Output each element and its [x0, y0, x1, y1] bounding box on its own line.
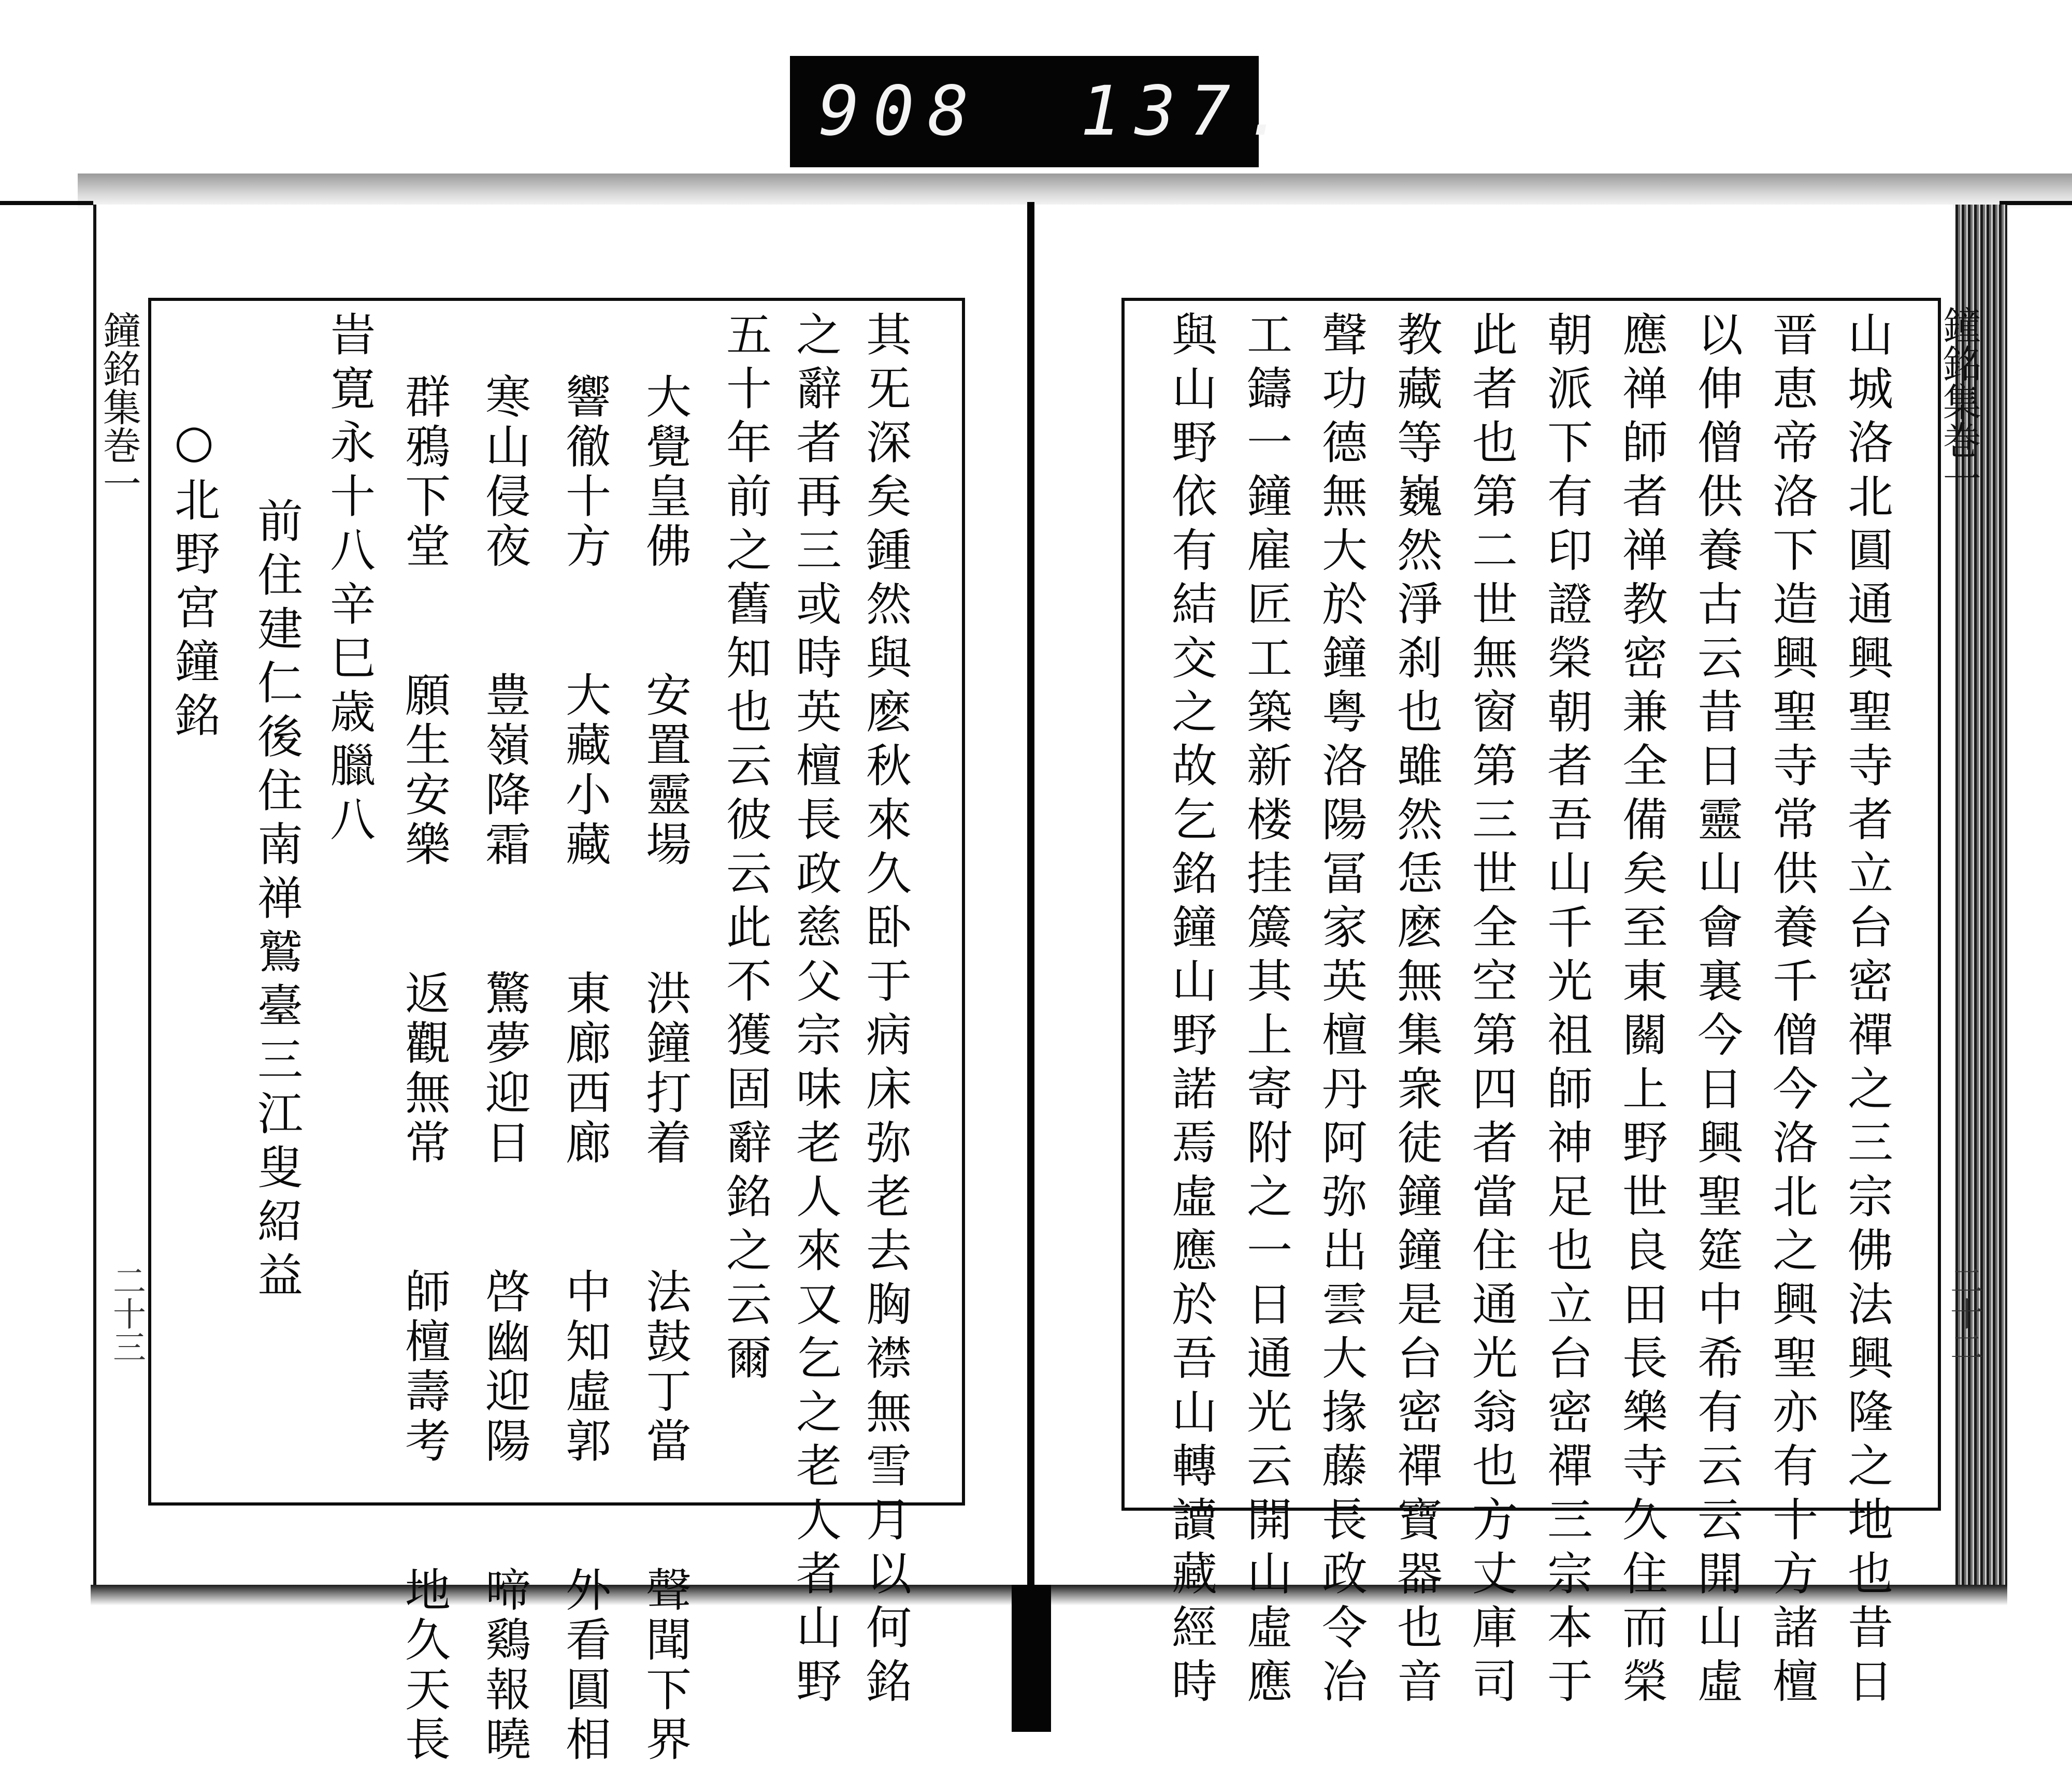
left-column-5: 響徹十方 大藏小藏 東廊西廊 中知虛郭 外看圓相: [558, 373, 612, 1765]
right-column-6: 此者也第二世無窗第三世全空第四者當住通光翁也方丈庫司: [1465, 311, 1518, 1711]
left-column-2: 之辭者再三或時英檀長政慈父宗味老人來又乞之老人者山野: [789, 311, 842, 1711]
right-column-9: 工鑄一鐘雇匠工築新楼挂簴其上寄附之一日通光云開山虛應: [1240, 311, 1293, 1711]
left-folio: 二十三: [107, 1264, 146, 1363]
archive-label: [790, 56, 1299, 167]
label-number-left: 908: [818, 71, 983, 151]
right-column-4: 應禅師者禅教密兼全備矣至東關上野世良田長樂寺久住而榮: [1615, 311, 1668, 1711]
right-column-7: 教藏等巍然淨刹也雖然恁麽無集衆徒鐘鐘是台密禪寶器也音: [1390, 311, 1443, 1711]
left-column-8: 旹寛永十八辛巳歳臘八: [323, 311, 376, 849]
spine-bottom-block: [1012, 1585, 1051, 1732]
left-edge-line: [0, 201, 93, 205]
left-column-10: ○北野宮鐘銘: [167, 414, 221, 745]
right-folio: 二十二: [1945, 1264, 1983, 1363]
right-edge-line: [1999, 201, 2072, 205]
left-column-3: 五十年前之舊知也云彼云此不獲固辭銘之云爾: [719, 311, 772, 1388]
right-column-10: 與山野依有結交之故乞銘鐘山野諾焉虛應於吾山轉讀藏經時: [1164, 311, 1218, 1711]
left-column-9: 前住建仁後住南禅鷲臺三江叟紹益: [250, 497, 304, 1305]
right-column-1: 山城洛北圓通興聖寺者立台密禪之三宗佛法興隆之地也昔日: [1840, 311, 1894, 1711]
left-column-6: 寒山侵夜 豊嶺降霜 驚夢迎日 啓幽迎陽 啼鷄報曉: [478, 373, 531, 1765]
label-number-right: 137.: [1080, 71, 1299, 151]
left-column-7: 群鴉下堂 願生安樂 返觀無常 師檀壽考 地久天長: [398, 373, 451, 1765]
right-column-3: 以伸僧供養古云昔日靈山會裏今日興聖筵中希有云云開山虛: [1690, 311, 1744, 1711]
spine-gutter: [1027, 202, 1034, 1732]
left-column-1: 其旡深矣鍾然與麽秋來久卧于病床弥老去胸襟無雪月以何銘: [859, 311, 912, 1711]
right-column-5: 朝派下有印證榮朝者吾山千光祖師神足也立台密禪三宗本于: [1540, 311, 1593, 1711]
right-column-2: 晋恵帝洛下造興聖寺常供養千僧今洛北之興聖亦有十方諸檀: [1765, 311, 1819, 1711]
right-column-8: 聲功德無大於鐘粤洛陽冨家英檀丹阿弥出雲大掾藤長政令冶: [1315, 311, 1368, 1711]
left-running-head: 鐘銘集巻一: [96, 311, 141, 502]
right-running-head: 鐘銘集巻一: [1936, 306, 1981, 497]
left-column-4: 大覺皇佛 安置靈場 洪鐘打着 法鼓丁當 聲聞下界: [639, 373, 692, 1765]
